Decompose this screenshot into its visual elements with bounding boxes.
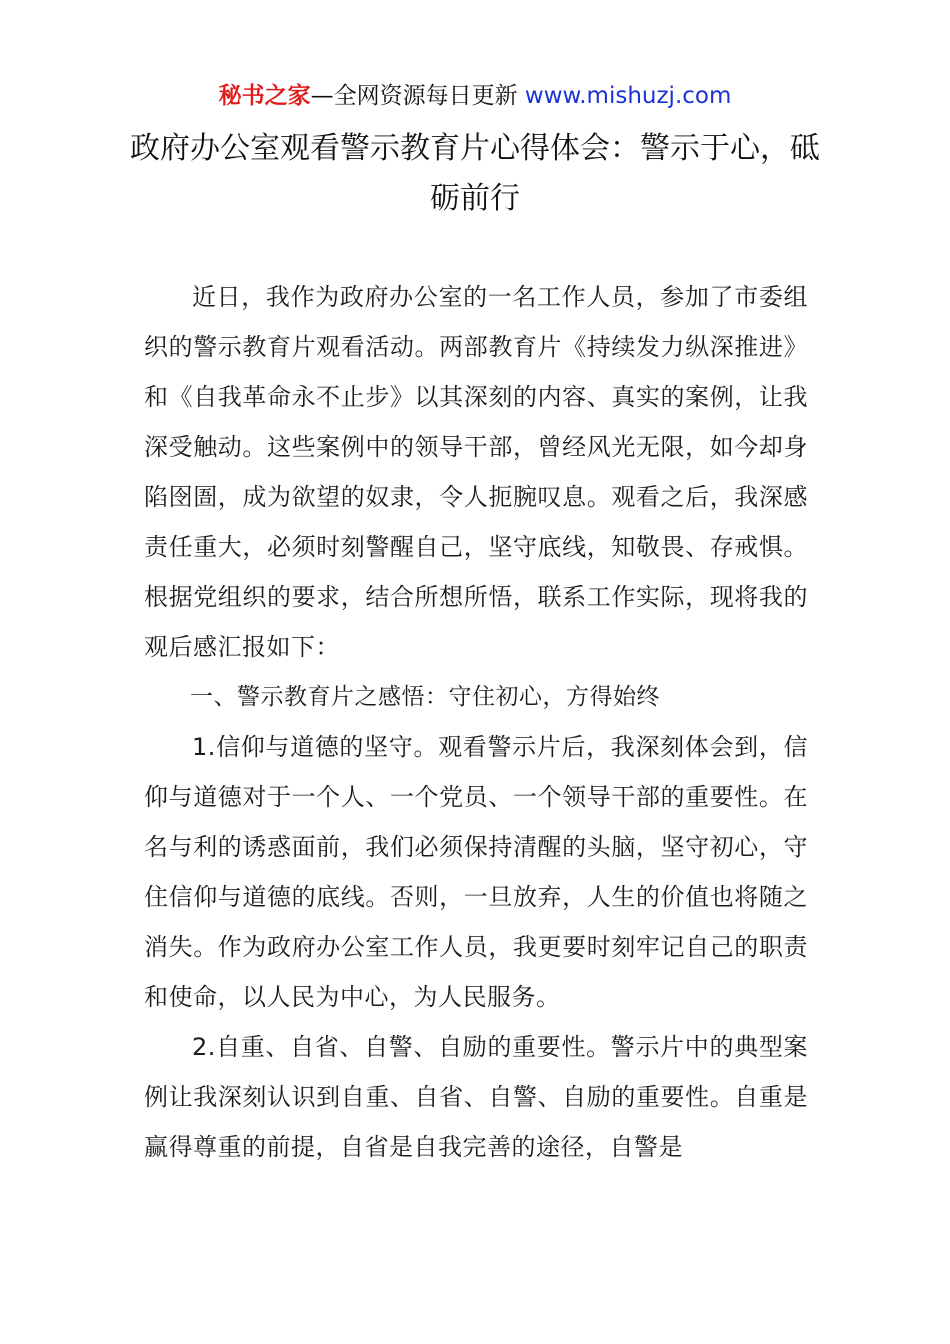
paragraph-point-1: 1.信仰与道德的坚守。观看警示片后，我深刻体会到，信仰与道德对于一个人、一个党员、一个领导干部的重要性。在名与利的诱惑面前，我们必须保持清醒的头脑，坚守初心，守住信仰与道德的底线。否则，一旦放弃，人生的价值也将随之消失。作为政府办公室工作人员，我更要时刻牢记自己的职责和使命，以人民为中心，为人民服务。 <box>144 733 808 1011</box>
paragraph-intro: 近日，我作为政府办公室的一名工作人员，参加了市委组织的警示教育片观看活动。两部教育片《持续发力纵深推进》和《自我革命永不止步》以其深刻的内容、真实的案例，让我深受触动。这些案例中的领导干部，曾经风光无限，如今却身陷囹圄，成为欲望的奴隶，令人扼腕叹息。观看之后，我深感责任重大，必须时刻警醒自己，坚守底线，知敬畏、存戒惧。根据党组织的要求，结合所想所悟，联系工作实际，现将我的观后感汇报如下： <box>144 283 808 661</box>
document-body <box>144 272 808 1172</box>
section-heading-1: 一、警示教育片之感悟：守住初心，方得始终 <box>190 684 660 710</box>
banner-tagline: —全网资源每日更新 <box>310 83 518 109</box>
site-url-link[interactable]: www.mishuzj.com <box>524 83 732 109</box>
paragraph-point-2: 2.自重、自省、自警、自励的重要性。警示片中的典型案例让我深刻认识到自重、自省、自警、自励的重要性。自重是赢得尊重的前提，自省是自我完善的途径，自警是 <box>144 1033 808 1161</box>
brand-name: 秘书之家 <box>218 83 311 109</box>
site-banner <box>0 80 950 112</box>
document-title: 政府办公室观看警示教育片心得体会：警示于心，砥砺前行 <box>130 131 820 216</box>
